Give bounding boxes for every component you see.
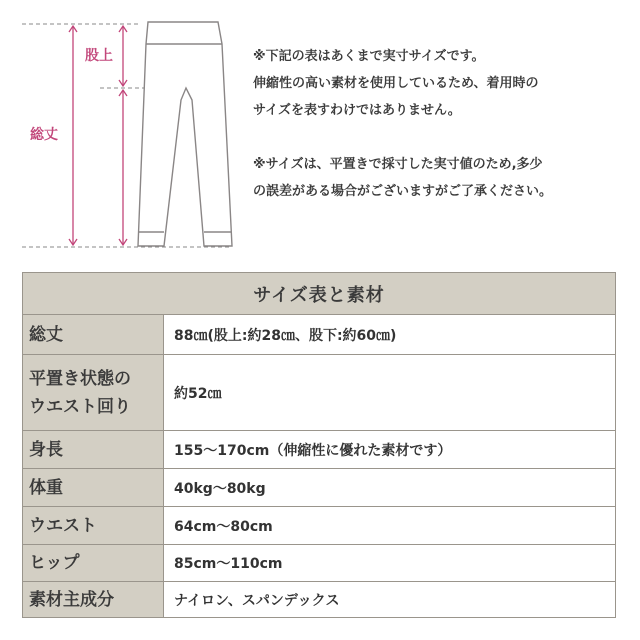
table-row [23,315,615,355]
size-and-material-table [22,272,616,618]
table-row [23,545,615,582]
table-row [23,355,615,431]
row-value: ナイロン、スパンデックス [174,592,340,609]
row-label: 平置き状態の ウエスト回り [23,355,164,430]
row-label: ヒップ [23,545,164,581]
row-label: 身長 [23,431,164,468]
table-row [23,582,615,617]
note-line: サイズを表すわけではありません。 [253,103,461,118]
rise-label: 股上 [85,48,113,64]
row-value: 88㎝(股上:約28㎝、股下:約60㎝) [174,327,397,344]
total-length-label: 総丈 [30,127,58,143]
note-line: の誤差がある場合がございますがご了承ください。 [253,184,553,199]
row-label: ウエスト [23,507,164,544]
note-line: 伸縮性の高い素材を使用しているため、着用時の [253,76,539,91]
row-label: 総丈 [23,315,164,354]
row-value: 85cm～110cm [174,556,283,572]
note-line: ※下記の表はあくまで実寸サイズです。 [253,49,485,64]
table-row [23,469,615,507]
row-value: 約52㎝ [174,385,222,402]
row-label: 素材主成分 [23,582,164,617]
table-row [23,507,615,545]
rise-dimension-arrow [119,26,127,245]
leggings-outline [138,22,232,246]
row-label: 体重 [23,469,164,506]
row-value: 155～170cm（伸縮性に優れた素材です） [174,442,452,459]
leggings-size-diagram [0,0,640,260]
row-value: 40kg～80kg [174,480,266,497]
measurement-note [253,43,538,124]
total-length-arrow [69,26,77,245]
tolerance-note [253,151,552,205]
note-line: ※サイズは、平置きで採寸した実寸値のため,多少 [253,157,543,172]
table-title: サイズ表と素材 [23,273,615,315]
row-value: 64cm～80cm [174,518,273,535]
table-row [23,431,615,469]
